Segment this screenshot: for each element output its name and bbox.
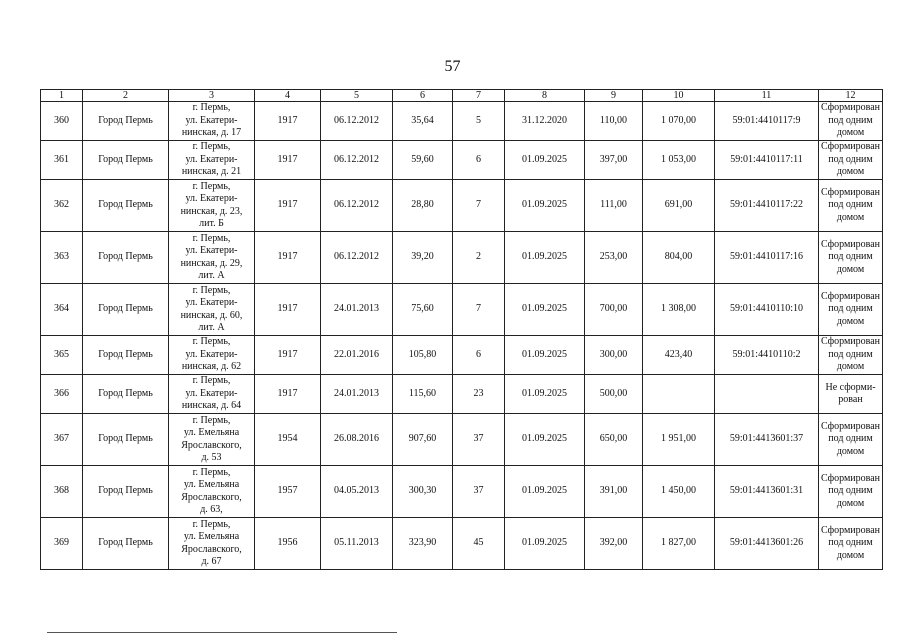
value-col9-cell: 300,00 xyxy=(585,336,643,375)
row-number-cell: 367 xyxy=(41,414,83,466)
address-cell: г. Пермь, ул. Екатери- нинская, д. 17 xyxy=(169,102,255,141)
value-col10-cell: 1 450,00 xyxy=(643,466,715,518)
value-col10-cell: 1 053,00 xyxy=(643,141,715,180)
recognition-date-cell: 05.11.2013 xyxy=(321,518,393,570)
land-plot-status-cell: Сформирован под одним домом xyxy=(819,141,883,180)
cadastral-number-cell: 59:01:4410117:22 xyxy=(715,180,819,232)
column-number: 6 xyxy=(393,90,453,102)
value-col9-cell: 650,00 xyxy=(585,414,643,466)
address-cell: г. Пермь, ул. Екатери- нинская, д. 23, лит. Б xyxy=(169,180,255,232)
residents-count-cell: 23 xyxy=(453,375,505,414)
cadastral-number-cell: 59:01:4413601:31 xyxy=(715,466,819,518)
page-number: 57 xyxy=(444,58,461,75)
value-col10-cell: 804,00 xyxy=(643,232,715,284)
year-built-cell: 1917 xyxy=(255,336,321,375)
footer-rule xyxy=(47,632,397,633)
resettlement-deadline-cell: 01.09.2025 xyxy=(505,518,585,570)
year-built-cell: 1917 xyxy=(255,180,321,232)
table-row xyxy=(41,180,883,232)
recognition-date-cell: 24.01.2013 xyxy=(321,375,393,414)
cadastral-number-cell: 59:01:4410117:16 xyxy=(715,232,819,284)
value-col9-cell: 700,00 xyxy=(585,284,643,336)
value-col10-cell: 1 827,00 xyxy=(643,518,715,570)
column-number-row xyxy=(41,90,883,102)
resettlement-deadline-cell: 31.12.2020 xyxy=(505,102,585,141)
cadastral-number-cell xyxy=(715,375,819,414)
table-row xyxy=(41,466,883,518)
column-number: 10 xyxy=(643,90,715,102)
value-col9-cell: 110,00 xyxy=(585,102,643,141)
land-plot-status-cell: Сформирован под одним домом xyxy=(819,232,883,284)
residents-count-cell: 37 xyxy=(453,414,505,466)
municipality-cell: Город Пермь xyxy=(83,141,169,180)
register-table xyxy=(40,89,883,570)
column-number: 5 xyxy=(321,90,393,102)
residents-count-cell: 2 xyxy=(453,232,505,284)
address-cell: г. Пермь, ул. Екатери- нинская, д. 64 xyxy=(169,375,255,414)
year-built-cell: 1917 xyxy=(255,375,321,414)
land-plot-status-cell: Сформирован под одним домом xyxy=(819,518,883,570)
column-number: 12 xyxy=(819,90,883,102)
year-built-cell: 1917 xyxy=(255,284,321,336)
address-cell: г. Пермь, ул. Емельяна Ярославского, д. 67 xyxy=(169,518,255,570)
row-number-cell: 366 xyxy=(41,375,83,414)
municipality-cell: Город Пермь xyxy=(83,414,169,466)
row-number-cell: 365 xyxy=(41,336,83,375)
municipality-cell: Город Пермь xyxy=(83,375,169,414)
land-plot-status-cell: Сформирован под одним домом xyxy=(819,414,883,466)
value-col9-cell: 500,00 xyxy=(585,375,643,414)
municipality-cell: Город Пермь xyxy=(83,284,169,336)
row-number-cell: 369 xyxy=(41,518,83,570)
land-plot-status-cell: Сформирован под одним домом xyxy=(819,180,883,232)
area-cell: 323,90 xyxy=(393,518,453,570)
address-cell: г. Пермь, ул. Екатери- нинская, д. 60, лит. А xyxy=(169,284,255,336)
column-number: 8 xyxy=(505,90,585,102)
year-built-cell: 1956 xyxy=(255,518,321,570)
value-col9-cell: 111,00 xyxy=(585,180,643,232)
address-cell: г. Пермь, ул. Емельяна Ярославского, д. 63, xyxy=(169,466,255,518)
value-col10-cell: 691,00 xyxy=(643,180,715,232)
resettlement-deadline-cell: 01.09.2025 xyxy=(505,466,585,518)
row-number-cell: 360 xyxy=(41,102,83,141)
area-cell: 39,20 xyxy=(393,232,453,284)
table-row xyxy=(41,232,883,284)
column-number: 4 xyxy=(255,90,321,102)
value-col10-cell xyxy=(643,375,715,414)
column-number: 7 xyxy=(453,90,505,102)
municipality-cell: Город Пермь xyxy=(83,518,169,570)
area-cell: 28,80 xyxy=(393,180,453,232)
row-number-cell: 364 xyxy=(41,284,83,336)
value-col10-cell: 1 951,00 xyxy=(643,414,715,466)
year-built-cell: 1917 xyxy=(255,141,321,180)
year-built-cell: 1917 xyxy=(255,232,321,284)
table-row xyxy=(41,141,883,180)
address-cell: г. Пермь, ул. Емельяна Ярославского, д. 53 xyxy=(169,414,255,466)
row-number-cell: 368 xyxy=(41,466,83,518)
value-col9-cell: 391,00 xyxy=(585,466,643,518)
row-number-cell: 362 xyxy=(41,180,83,232)
residents-count-cell: 37 xyxy=(453,466,505,518)
row-number-cell: 361 xyxy=(41,141,83,180)
area-cell: 35,64 xyxy=(393,102,453,141)
column-number: 11 xyxy=(715,90,819,102)
column-number: 1 xyxy=(41,90,83,102)
address-cell: г. Пермь, ул. Екатери- нинская, д. 62 xyxy=(169,336,255,375)
area-cell: 105,80 xyxy=(393,336,453,375)
resettlement-deadline-cell: 01.09.2025 xyxy=(505,375,585,414)
recognition-date-cell: 22.01.2016 xyxy=(321,336,393,375)
table-row xyxy=(41,336,883,375)
land-plot-status-cell: Сформирован под одним домом xyxy=(819,466,883,518)
municipality-cell: Город Пермь xyxy=(83,466,169,518)
value-col10-cell: 423,40 xyxy=(643,336,715,375)
resettlement-deadline-cell: 01.09.2025 xyxy=(505,336,585,375)
resettlement-deadline-cell: 01.09.2025 xyxy=(505,141,585,180)
year-built-cell: 1954 xyxy=(255,414,321,466)
value-col10-cell: 1 308,00 xyxy=(643,284,715,336)
residents-count-cell: 7 xyxy=(453,284,505,336)
land-plot-status-cell: Сформирован под одним домом xyxy=(819,102,883,141)
year-built-cell: 1957 xyxy=(255,466,321,518)
value-col9-cell: 392,00 xyxy=(585,518,643,570)
recognition-date-cell: 06.12.2012 xyxy=(321,180,393,232)
cadastral-number-cell: 59:01:4410110:10 xyxy=(715,284,819,336)
table-row xyxy=(41,284,883,336)
municipality-cell: Город Пермь xyxy=(83,180,169,232)
year-built-cell: 1917 xyxy=(255,102,321,141)
residents-count-cell: 7 xyxy=(453,180,505,232)
residents-count-cell: 45 xyxy=(453,518,505,570)
municipality-cell: Город Пермь xyxy=(83,232,169,284)
resettlement-deadline-cell: 01.09.2025 xyxy=(505,232,585,284)
address-cell: г. Пермь, ул. Екатери- нинская, д. 29, лит. А xyxy=(169,232,255,284)
residents-count-cell: 5 xyxy=(453,102,505,141)
cadastral-number-cell: 59:01:4410110:2 xyxy=(715,336,819,375)
area-cell: 115,60 xyxy=(393,375,453,414)
recognition-date-cell: 06.12.2012 xyxy=(321,232,393,284)
cadastral-number-cell: 59:01:4413601:37 xyxy=(715,414,819,466)
resettlement-deadline-cell: 01.09.2025 xyxy=(505,180,585,232)
municipality-cell: Город Пермь xyxy=(83,102,169,141)
resettlement-deadline-cell: 01.09.2025 xyxy=(505,284,585,336)
column-number: 3 xyxy=(169,90,255,102)
recognition-date-cell: 24.01.2013 xyxy=(321,284,393,336)
value-col10-cell: 1 070,00 xyxy=(643,102,715,141)
recognition-date-cell: 26.08.2016 xyxy=(321,414,393,466)
table-row xyxy=(41,375,883,414)
table-row xyxy=(41,518,883,570)
recognition-date-cell: 04.05.2013 xyxy=(321,466,393,518)
cadastral-number-cell: 59:01:4410117:11 xyxy=(715,141,819,180)
value-col9-cell: 253,00 xyxy=(585,232,643,284)
area-cell: 300,30 xyxy=(393,466,453,518)
residents-count-cell: 6 xyxy=(453,336,505,375)
column-number: 2 xyxy=(83,90,169,102)
value-col9-cell: 397,00 xyxy=(585,141,643,180)
recognition-date-cell: 06.12.2012 xyxy=(321,141,393,180)
resettlement-deadline-cell: 01.09.2025 xyxy=(505,414,585,466)
cadastral-number-cell: 59:01:4410117:9 xyxy=(715,102,819,141)
municipality-cell: Город Пермь xyxy=(83,336,169,375)
area-cell: 907,60 xyxy=(393,414,453,466)
recognition-date-cell: 06.12.2012 xyxy=(321,102,393,141)
land-plot-status-cell: Сформирован под одним домом xyxy=(819,284,883,336)
land-plot-status-cell: Сформирован под одним домом xyxy=(819,336,883,375)
column-number: 9 xyxy=(585,90,643,102)
area-cell: 75,60 xyxy=(393,284,453,336)
land-plot-status-cell: Не сформи- рован xyxy=(819,375,883,414)
area-cell: 59,60 xyxy=(393,141,453,180)
address-cell: г. Пермь, ул. Екатери- нинская, д. 21 xyxy=(169,141,255,180)
table-row xyxy=(41,102,883,141)
cadastral-number-cell: 59:01:4413601:26 xyxy=(715,518,819,570)
row-number-cell: 363 xyxy=(41,232,83,284)
residents-count-cell: 6 xyxy=(453,141,505,180)
table-row xyxy=(41,414,883,466)
